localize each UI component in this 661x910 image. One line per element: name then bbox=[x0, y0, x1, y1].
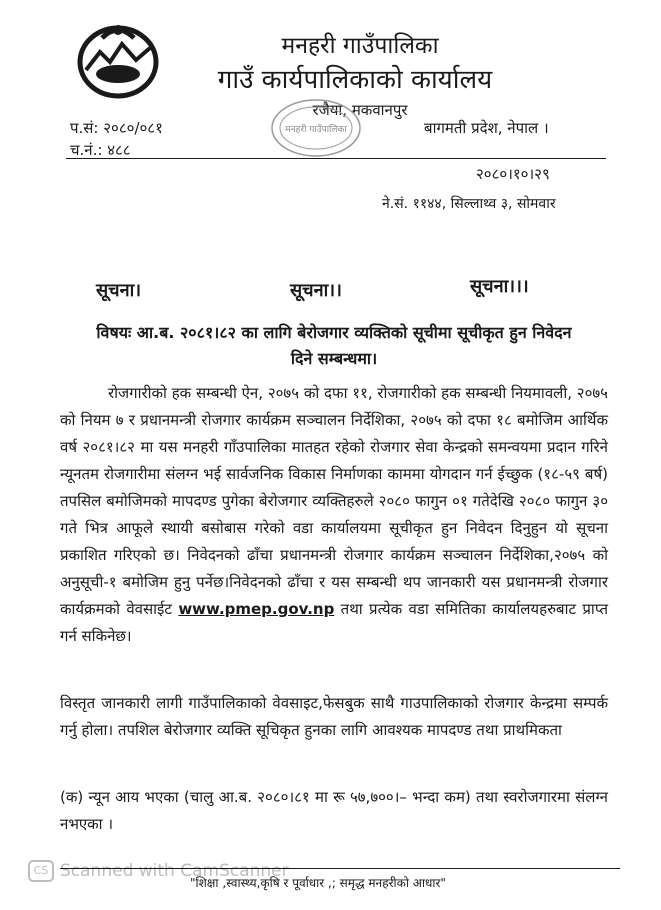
body-paragraph-1 bbox=[60, 380, 608, 650]
footer-divider bbox=[60, 868, 620, 869]
bs-date: २०८०।१०।२९ bbox=[476, 165, 550, 183]
nepal-sambat-date: ने.सं. ११४४, सिल्लाथ्व ३, सोमवार bbox=[382, 196, 556, 212]
website-link[interactable]: www.pmep.gov.np bbox=[178, 600, 335, 618]
office-name: गाउँ कार्यपालिकाको कार्यालय bbox=[217, 65, 493, 95]
criteria-item-a: (क) न्यून आय भएका (चालु आ.ब. २०८०।८१ मा रू ५७,७००।– भन्दा कम) तथा स्वरोजगारमा संलग्न नभएका । bbox=[60, 788, 608, 833]
notice-heading-2: सूचना।। bbox=[290, 280, 342, 301]
body-paragraph-2: विस्तृत जानकारी लागी गाउँपालिकाको वेवसाइट,फेसबुक साथै गाउपालिकाको रोजगार केन्द्रमा सम्पर्क गर्नु होला। तपशिल बेरोजगार व्यक्ति सूचिकृत हुनका लागि आवश्यक मापदण्ड तथा प्राथमिकता bbox=[60, 694, 608, 739]
notice-heading-3: सूचना।।। bbox=[470, 276, 529, 297]
camscanner-logo-icon: CS bbox=[28, 860, 54, 882]
body-paragraph-1-text: रोजगारीको हक सम्बन्धी ऐन, २०७५ को दफा ११, रोजगारीको हक सम्बन्धी नियमावली, २०७५ को नियम ७ र प्रधानमन्त्री रोजगार कार्यक्रम सञ्चालन निर्देशिका, २०७५ को दफा १८ बमोजिम आर्थिक वर्ष २०८१।८२ मा यस मनहरी गाँउपालिका मातहत रहेको रोजगार सेवा केन्द्रको समन्वयमा प्रदान गरिने न्यूनतम रोजगारीमा संलग्न भई सार्वजनिक विकास निर्माणका काममा योगदान गर्न ईच्छुक (१८-५९ बर्ष) तपसिल बमोजिमको मापदण्ड पुगेका बेरोजगार व्यक्तिहरुले २०८० फागुन ०१ गतेदेखि २०८० फागुन ३० गते भित्र आफूले स्थायी बसोबास गरेको वडा कार्यालयमा सूचीकृत हुन निवेदन दिनुहुन यो सूचना प्रकाशित गरिएको छ। निवेदनको ढाँचा प्रधानमन्त्री रोजगार कार्यक्रम सञ्चालन निर्देशिका,२०७५ को अनुसूची-१ बमोजिम हुनु पर्नेछ।निवेदनको ढाँचा र यस सम्बन्धी थप जानकारी यस प्रधानमन्त्री रोजगार कार्यक्रमको वेवसाईट bbox=[60, 384, 608, 618]
subject-line: विषयः आ.ब. २०८१।८२ का लागि बेरोजगार व्यक्तिको सूचीमा सूचीकृत हुन निवेदन दिने सम्बन्धमा। bbox=[96, 323, 572, 368]
nepal-emblem-logo bbox=[70, 18, 166, 102]
dispatch-number: च.नं.: ४८८ bbox=[70, 141, 131, 159]
office-address: रजैया, मकवानपुर bbox=[312, 101, 408, 119]
office-stamp bbox=[268, 96, 364, 160]
footer-slogan: "शिक्षा ,स्वास्थ्य,कृषि र पूर्वाधार ,; समृद्ध मनहरीको आधार" bbox=[190, 876, 446, 890]
province-label: बागमती प्रदेश, नेपाल । bbox=[424, 119, 549, 137]
org-name: मनहरी गाउँपालिका bbox=[281, 33, 439, 59]
header-divider bbox=[66, 158, 606, 159]
reference-number: प.सं: २०८०/०८१ bbox=[70, 119, 163, 137]
body-paragraph-1-end: तथा प्रत्येक वडा समितिका कार्यालयहरुबाट प्राप्त गर्न सकिनेछ। bbox=[60, 600, 608, 645]
notice-heading-1: सूचना। bbox=[96, 280, 142, 301]
stamp-text: मनहरी गाउँपालिका bbox=[285, 125, 347, 135]
watermark-text: Scanned with CamScanner bbox=[60, 861, 289, 881]
